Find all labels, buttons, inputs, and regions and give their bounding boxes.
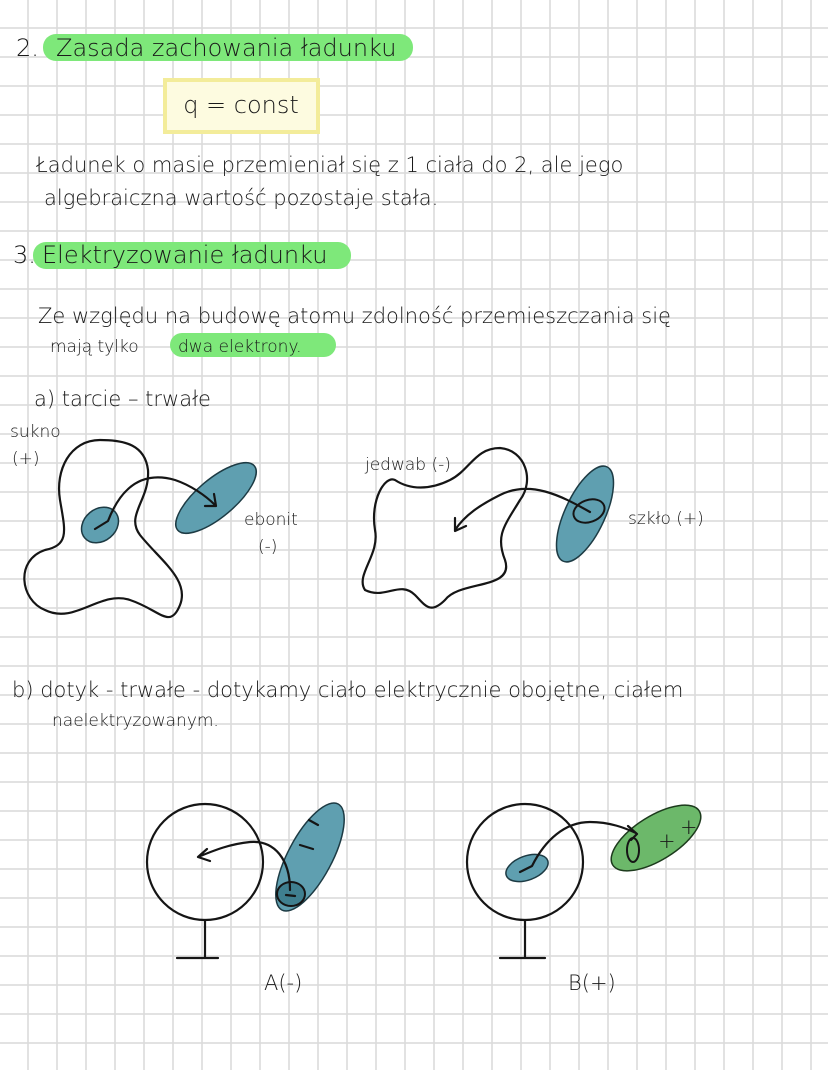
cloth-charge: (+): [12, 449, 40, 469]
electroscope-label: A(-): [264, 971, 303, 995]
rod-label: szkło (+): [628, 509, 704, 529]
glass-rod-icon: [545, 458, 625, 569]
formula: q = const: [183, 91, 299, 119]
electroscope-sphere: [147, 804, 263, 920]
cloth-label: jedwab (-): [365, 455, 451, 475]
transfer-arrow-icon: [198, 842, 290, 890]
paragraph-line: Ładunek o masie przemieniał się z 1 ciała do 2, ale jego: [36, 153, 624, 177]
highlighted-text: dwa elektrony.: [178, 337, 302, 357]
paragraph-text: mają tylko: [50, 337, 139, 357]
charge-ring-icon: [277, 882, 305, 906]
paragraph-line: algebraiczna wartość pozostaje stała.: [44, 186, 439, 210]
electroscope-stand: [500, 920, 545, 958]
plus-sign: +: [680, 815, 698, 839]
electroscope-stand: [177, 920, 218, 958]
rod-charge: (-): [258, 537, 278, 557]
negative-rod-icon: [262, 794, 357, 921]
section-number: 3.: [13, 241, 36, 269]
paragraph-line: b) dotyk - trwałe - dotykamy ciało elektrycznie obojętne, ciałem: [12, 678, 684, 702]
plus-sign: +: [658, 829, 676, 853]
rod-label: ebonit: [244, 510, 298, 530]
cloth-label: sukno: [10, 422, 61, 442]
subheading: a) tarcie – trwałe: [34, 387, 211, 411]
section-number: 2.: [16, 34, 39, 62]
ebonit-rod-icon: [165, 451, 266, 544]
section-title: Elektryzowanie ładunku: [42, 241, 328, 269]
electroscope-label: B(+): [568, 971, 616, 995]
paragraph-line: naelektryzowanym.: [52, 711, 219, 731]
paragraph-line: Ze względu na budowę atomu zdolność przemieszczania się: [38, 304, 671, 328]
section-title: Zasada zachowania ładunku: [56, 34, 397, 62]
